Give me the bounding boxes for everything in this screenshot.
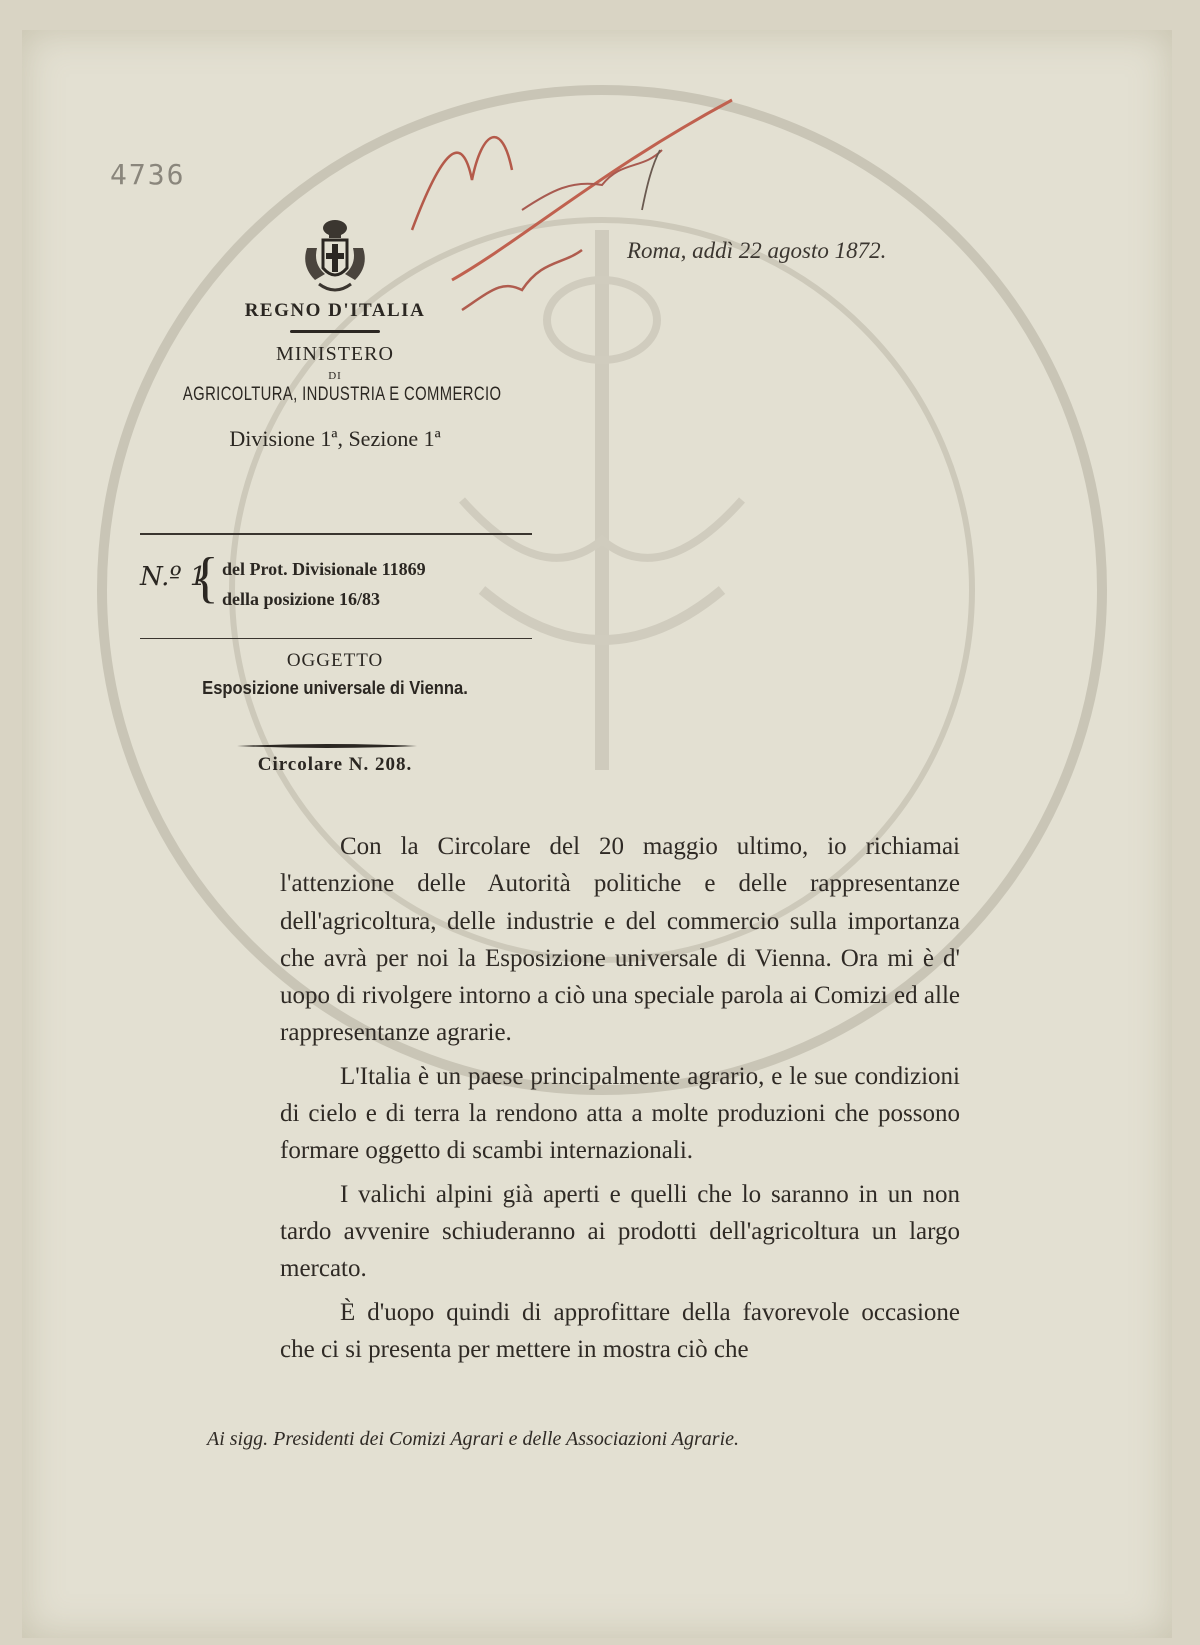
divider-middle [140,638,532,639]
protocol-line-2: della posizione 16/83 [222,589,381,609]
subject-heading: OGGETTO [286,650,384,671]
body-paragraph-1: Con la Circolare del 20 maggio ultimo, io richiamai l'attenzione delle Autorità politiche e delle rappresentanze dell'agricoltura, delle industrie e del commercio sulla importanza che avrà per noi la Esposizione universale di Vienna. Ora mi è d' uopo di rivolgere intorno a ciò una speciale parola ai Comizi ed alle rappresentanze agrarie. [280,833,960,1047]
body-paragraph-3: I valichi alpini già aperti e quelli che lo saranno in un non tardo avvenire schiuderanno ai prodotti dell'agricoltura un largo mercato. [280,1180,960,1283]
body-paragraph-2: L'Italia è un paese principalmente agrario, e le sue condizioni di cielo e di terra la rendono atta a molte produzioni che possono formare oggetto di scambi internazionali. [280,1062,960,1165]
protocol-line-1: del Prot. Divisionale 11869 [222,559,426,579]
ministry-subtitle: AGRICOLTURA, INDUSTRIA E COMMERCIO [182,384,502,405]
protocol-mark: N.º 1 [140,562,207,592]
letterhead-rule [290,330,380,333]
letterhead [140,218,530,452]
royal-crest-icon [299,218,371,298]
protocol-block [140,547,520,620]
document-page [22,30,1172,1638]
ministry-title: MINISTERO [276,343,394,365]
circular-number: Circolare N. 208. [257,754,413,775]
letter-body [280,828,960,1368]
divider-top [140,533,532,535]
ministry-di: DI [328,370,342,382]
brace-icon: { [192,547,219,609]
kingdom-title: REGNO D'ITALIA [244,300,426,321]
division-line: Divisione 1ª, Sezione 1ª [229,426,441,451]
archive-number: 4736 [110,158,186,191]
addressee-line: Ai sigg. Presidenti dei Comizi Agrari e delle Associazioni Agrarie. [207,1428,740,1450]
swash-rule [237,743,417,749]
subject-text: Esposizione universale di Vienna. [202,678,468,698]
subject-block [140,650,530,699]
date-line: Roma, addì 22 agosto 1872. [627,238,887,263]
body-paragraph-4: È d'uopo quindi di approfittare della favorevole occasione che ci si presenta per mettere in mostra ciò che [280,1298,960,1363]
